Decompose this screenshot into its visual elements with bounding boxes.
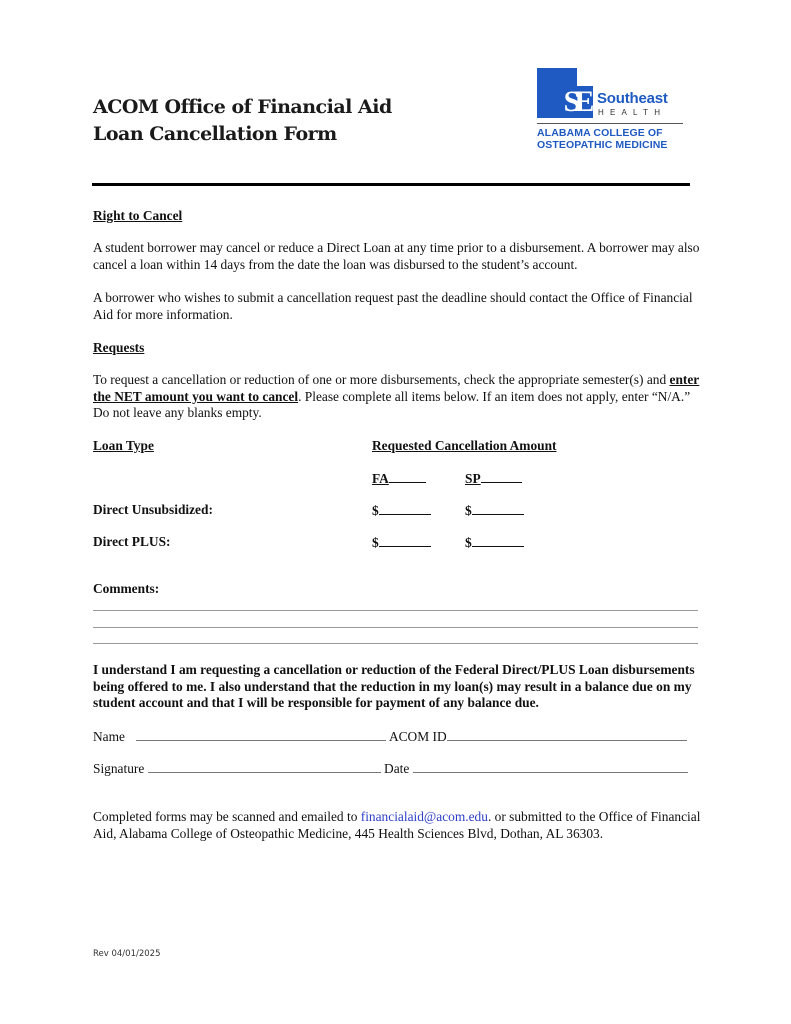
logo-divider [537, 123, 683, 124]
currency-symbol: $ [465, 503, 472, 518]
signature-row [93, 760, 688, 777]
logo-brand: Southeast [597, 90, 668, 107]
logo-subbrand: HEALTH [598, 108, 667, 117]
direct-unsubsidized-label: Direct Unsubsidized: [93, 502, 213, 517]
name-row [93, 728, 687, 745]
comments-line-1[interactable] [93, 610, 698, 611]
signature-label: Signature [93, 761, 145, 776]
direct-plus-fa-field[interactable] [372, 534, 431, 551]
comments-label: Comments: [93, 581, 160, 596]
southeast-health-acom-logo [537, 68, 685, 154]
requests-emphasis: enter the NET amount you want to cancel [93, 372, 700, 404]
loan-type-header: Loan Type [93, 438, 154, 453]
semester-sp-blank[interactable] [481, 470, 522, 483]
semester-fa-label: FA [372, 471, 389, 486]
name-label: Name [93, 729, 125, 744]
revision-date: Rev 04/01/2025 [93, 949, 161, 959]
requests-heading: Requests [93, 340, 145, 355]
right-to-cancel-heading: Right to Cancel [93, 208, 183, 223]
page-title: ACOM Office of Financial Aid [93, 96, 392, 118]
direct-unsubsidized-sp-input[interactable] [472, 502, 524, 515]
name-input[interactable] [136, 728, 386, 741]
logo-college-line2: OSTEOPATHIC MEDICINE [537, 139, 668, 151]
currency-symbol: $ [465, 535, 472, 550]
logo-monogram: SE [559, 86, 593, 118]
direct-plus-label: Direct PLUS: [93, 534, 171, 549]
direct-unsubsidized-fa-field[interactable] [372, 502, 431, 519]
comments-line-2[interactable] [93, 627, 698, 628]
submission-text-after: . or submitted to the Office of Financial Aid, Alabama College of Osteopathic Medicine, 445 Health Sciences Blvd, Dothan, AL 36303. [93, 809, 701, 841]
date-label: Date [384, 761, 410, 776]
requested-amount-header: Requested Cancellation Amount [372, 438, 557, 453]
comments-line-3[interactable] [93, 643, 698, 644]
acom-id-label: ACOM ID [388, 729, 447, 744]
right-to-cancel-paragraph-1: A student borrower may cancel or reduce a Direct Loan at any time prior to a disbursement. A borrower may also cancel a loan within 14 days from the date the loan was disbursed to the student’s account. [93, 240, 700, 272]
direct-plus-sp-input[interactable] [472, 534, 524, 547]
direct-unsubsidized-sp-field[interactable] [465, 502, 524, 519]
right-to-cancel-paragraph-2: A borrower who wishes to submit a cancellation request past the deadline should contact the Office of Financial Aid for more information. [93, 290, 693, 322]
direct-plus-sp-field[interactable] [465, 534, 524, 551]
requests-text-before: To request a cancellation or reduction of one or more disbursements, check the appropriate semester(s) and [93, 372, 670, 387]
direct-unsubsidized-fa-input[interactable] [379, 502, 431, 515]
semester-sp-checkbox-field[interactable] [465, 470, 522, 487]
submission-text-before: Completed forms may be scanned and emailed to [93, 809, 361, 824]
financial-aid-email-link[interactable]: financialaid@acom.edu [360, 809, 488, 824]
submission-instructions [93, 809, 713, 842]
requests-paragraph [93, 372, 703, 422]
date-input[interactable] [413, 760, 688, 773]
page-subtitle: Loan Cancellation Form [93, 123, 337, 145]
requests-text-after: . Please complete all items below. If an item does not apply, enter “N/A.” Do not leave any blanks empty. [93, 388, 691, 420]
semester-sp-label: SP [465, 471, 481, 486]
semester-fa-blank[interactable] [389, 470, 426, 483]
semester-fa-checkbox-field[interactable] [372, 470, 426, 487]
acom-id-input[interactable] [447, 728, 687, 741]
logo-college-line1: ALABAMA COLLEGE OF [537, 127, 663, 139]
currency-symbol: $ [372, 503, 379, 518]
acknowledgement-statement: I understand I am requesting a cancellation or reduction of the Federal Direct/PLUS Loan disbursements being offered to me. I also understand that the reduction in my loan(s) may result in a balance due on my student account and that I will be responsible for payment of any balance due. [93, 662, 695, 710]
currency-symbol: $ [372, 535, 379, 550]
signature-input[interactable] [148, 760, 381, 773]
header-divider [92, 183, 690, 186]
direct-plus-fa-input[interactable] [379, 534, 431, 547]
